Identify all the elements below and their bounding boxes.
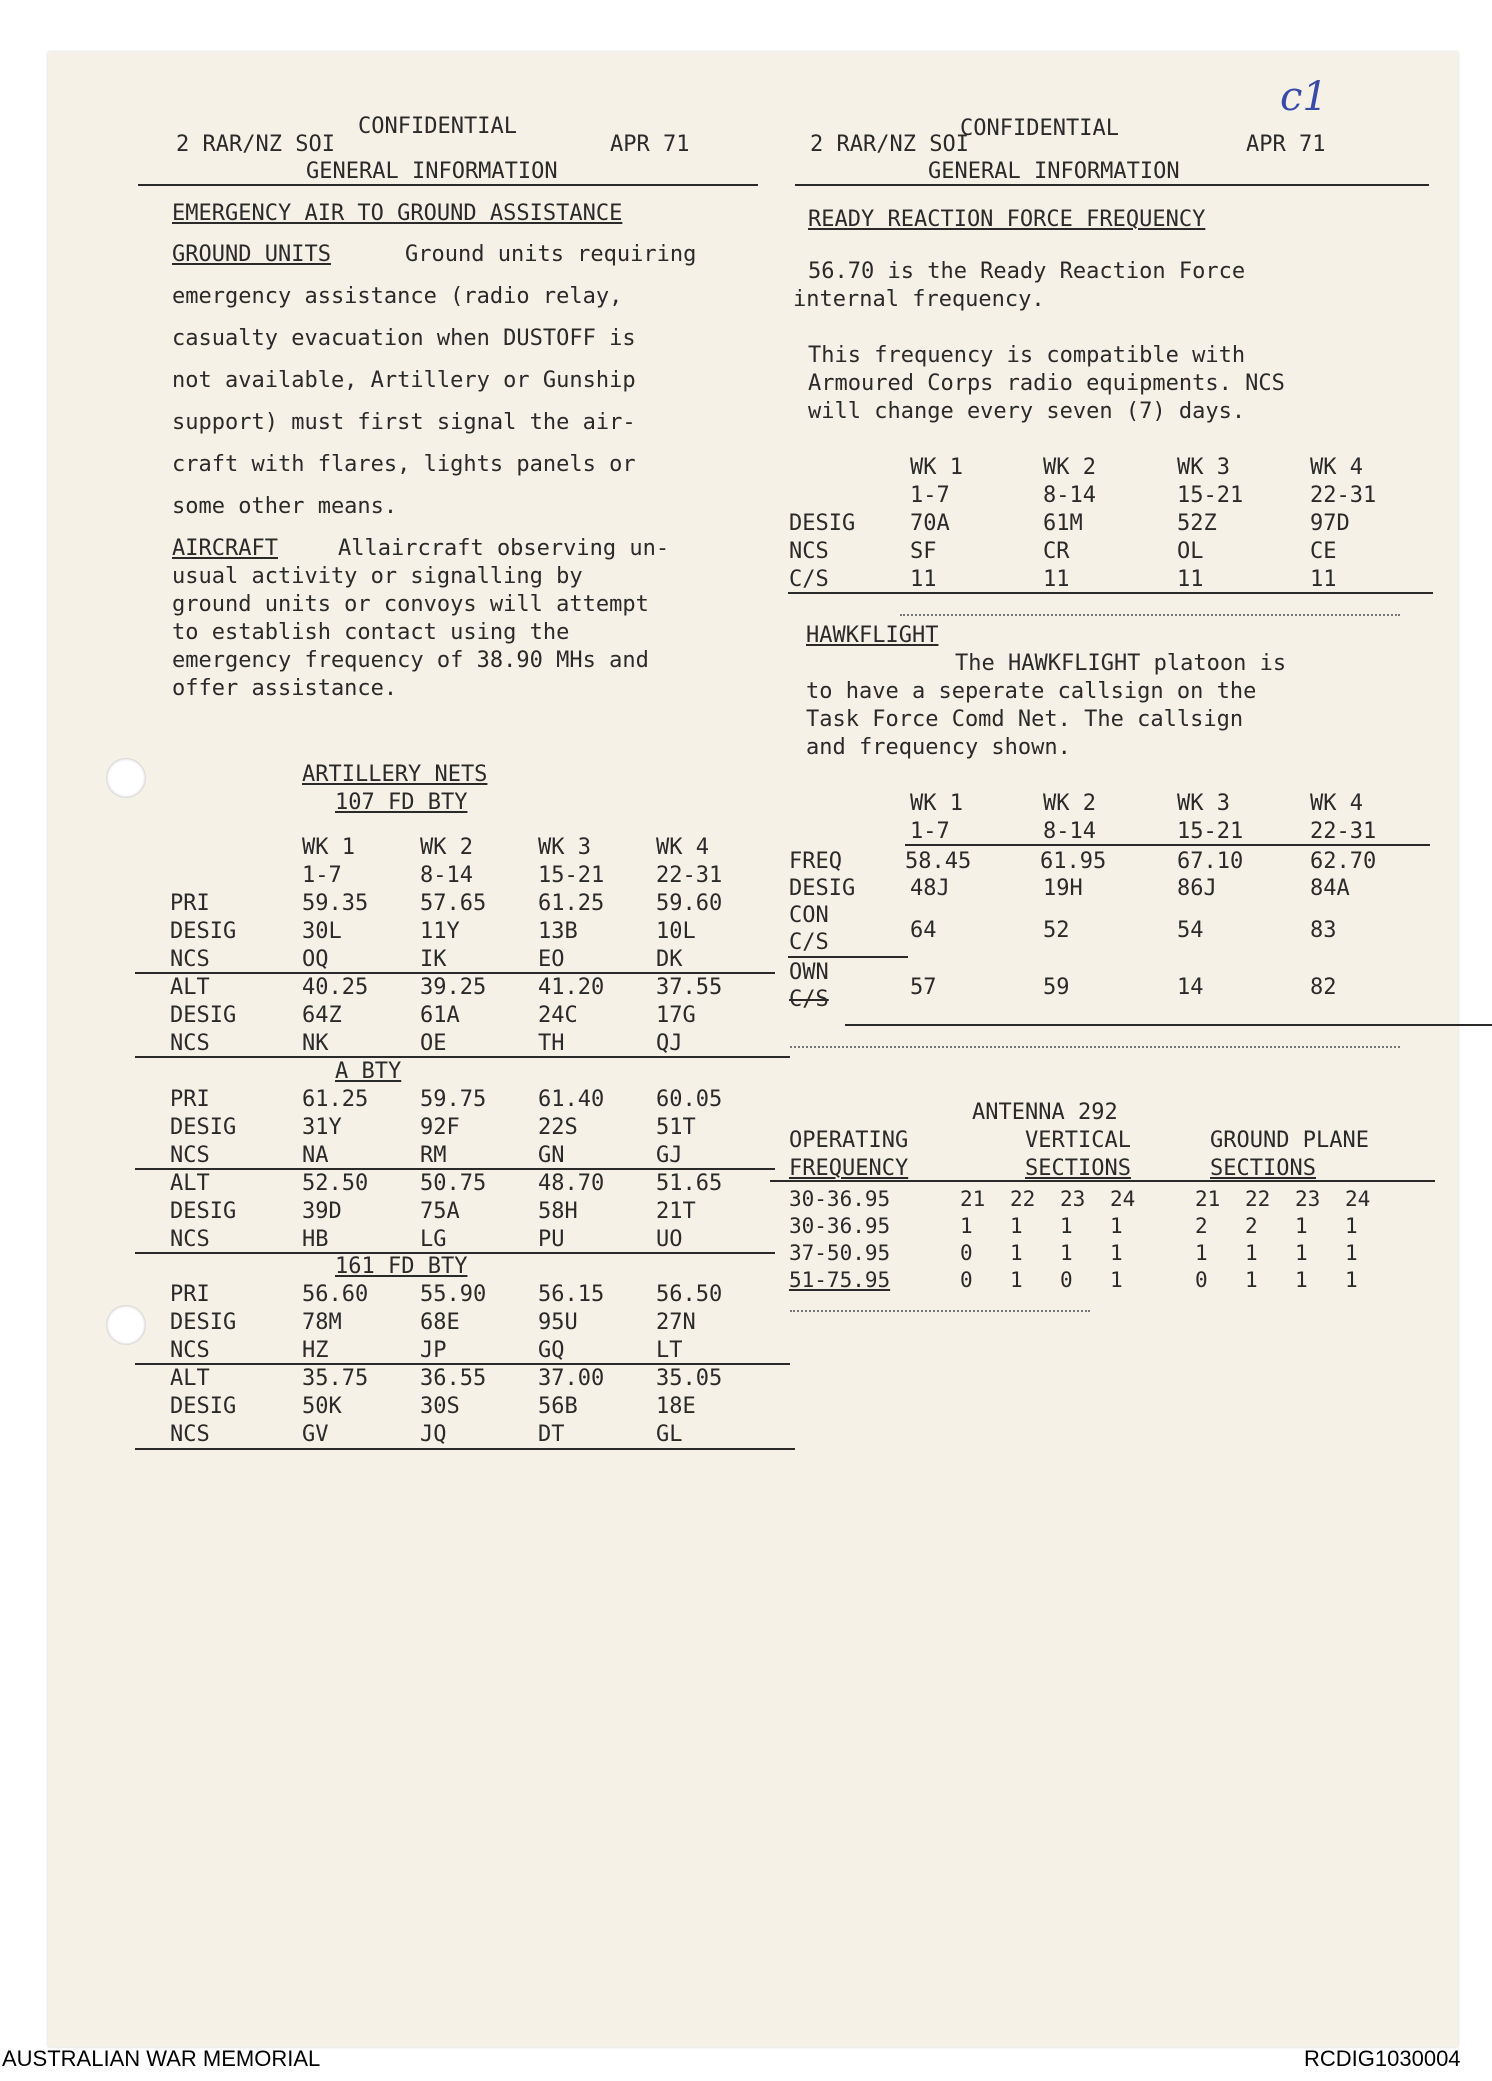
ground-line: craft with flares, lights panels or [172,452,636,477]
art-cell: 56.15 [538,1282,605,1307]
art-cell: 22S [538,1115,578,1140]
art-cell: 11Y [420,919,460,944]
art-row-label: DESIG [170,1199,237,1224]
antenna-freq: 37-50.95 [789,1241,891,1265]
battery-name: 161 FD BTY [335,1254,468,1279]
rrf-days: 15-21 [1177,483,1244,508]
hawk-days-rule [905,844,1430,846]
antenna-freq: 30-36.95 [789,1187,891,1211]
right-header-date: APR 71 [1246,132,1326,157]
antenna-col-head: OPERATING [789,1128,909,1153]
rrf-para-line: will change every seven (7) days. [808,399,1246,424]
hawk-freq-cell: 67.10 [1177,849,1244,874]
rrf-heading: READY REACTION FORCE FREQUENCY [808,207,1206,232]
art-cell: 37.55 [656,975,723,1000]
rrf-para-line: 56.70 is the Ready Reaction Force [808,259,1246,284]
hawk-freq-cell: 61.95 [1040,849,1107,874]
right-header-unit: 2 RAR/NZ SOI [810,132,969,157]
footer-right: RCDIG1030004 [1304,2046,1461,2071]
art-cell: 37.00 [538,1366,605,1391]
hawk-desig-label: DESIG [789,876,856,901]
antenna-cell: 1 [1110,1241,1123,1265]
art-row-label: ALT [170,1366,210,1391]
art-cell: 92F [420,1115,460,1140]
antenna-cell: 1 [1295,1214,1308,1238]
art-row-label: ALT [170,975,210,1000]
art-row-label: PRI [170,891,210,916]
art-cell: 61A [420,1003,460,1028]
rrf-cell: 61M [1043,511,1083,536]
right-header-title: GENERAL INFORMATION [928,159,1180,184]
art-cell: 50.75 [420,1171,487,1196]
rrf-cell: 11 [1177,567,1204,592]
art-row-label: ALT [170,1171,210,1196]
art-cell: 18E [656,1394,696,1419]
left-header-rule [138,184,758,186]
art-cell: 30S [420,1394,460,1419]
art-cell: QJ [656,1031,683,1056]
rrf-cell: SF [910,539,937,564]
hawk-days: 22-31 [1310,819,1377,844]
art-cell: IK [420,947,447,972]
art-cell: HZ [302,1338,329,1363]
antenna-freq: 51-75.95 [789,1268,891,1292]
ground-line: Ground units requiring [405,242,697,267]
antenna-heading: ANTENNA 292 [972,1100,1118,1125]
rrf-days: 8-14 [1043,483,1096,508]
hawk-week: WK 3 [1177,791,1230,816]
art-cell: 61.25 [302,1087,369,1112]
art-cell: 68E [420,1310,460,1335]
rrf-row-label: DESIG [789,511,856,536]
art-cell: GN [538,1143,565,1168]
ground-line: emergency assistance (radio relay, [172,284,623,309]
antenna-cell: 1 [1245,1268,1258,1292]
antenna-cell: 23 [1295,1187,1321,1211]
antenna-cell: 1 [1060,1241,1073,1265]
hawk-con-cell: 83 [1310,918,1337,943]
antenna-cell: 24 [1345,1187,1371,1211]
hawk-freq-label: FREQ [789,849,842,874]
rrf-cell: 11 [1043,567,1070,592]
rrf-week: WK 2 [1043,455,1096,480]
aircraft-line: usual activity or signalling by [172,564,583,589]
hawk-desig-cell: 86J [1177,876,1217,901]
antenna-col-head: SECTIONS [1025,1156,1131,1181]
art-cell: 57.65 [420,891,487,916]
art-cell: 24C [538,1003,578,1028]
antenna-cell: 1 [1010,1241,1023,1265]
rrf-row-label: C/S [789,567,829,592]
antenna-dotted-rule [790,1310,1090,1312]
art-cell: NA [302,1143,329,1168]
battery-name: A BTY [335,1059,402,1084]
art-cell: 55.90 [420,1282,487,1307]
art-cell: DK [656,947,683,972]
artillery-heading: ARTILLERY NETS [302,762,488,787]
aircraft-line: emergency frequency of 38.90 MHs and [172,648,649,673]
art-cell: 64Z [302,1003,342,1028]
hawk-con-cell: 54 [1177,918,1204,943]
art-cell: 21T [656,1199,696,1224]
antenna-cell: 21 [960,1187,986,1211]
art-days: 8-14 [420,863,473,888]
rrf-cell: OL [1177,539,1204,564]
art-days: 1-7 [302,863,342,888]
art-days: 15-21 [538,863,605,888]
antenna-cell: 1 [1295,1268,1308,1292]
rrf-cell: 52Z [1177,511,1217,536]
art-cell: HB [302,1227,329,1252]
art-cell: 30L [302,919,342,944]
rrf-week: WK 1 [910,455,963,480]
art-cell: 39D [302,1199,342,1224]
antenna-cell: 1 [1295,1241,1308,1265]
art-week: WK 2 [420,835,473,860]
art-cell: RM [420,1143,447,1168]
antenna-cell: 1 [1010,1214,1023,1238]
antenna-cell: 0 [1060,1268,1073,1292]
left-header-classification: CONFIDENTIAL [358,114,517,139]
aircraft-line: offer assistance. [172,676,398,701]
hawkflight-line: Task Force Comd Net. The callsign [806,707,1244,732]
aircraft-label: AIRCRAFT [172,536,278,561]
antenna-col-head: SECTIONS [1210,1156,1316,1181]
art-cell: 56.60 [302,1282,369,1307]
art-cell: 17G [656,1003,696,1028]
art-cell: PU [538,1227,565,1252]
rrf-week: WK 4 [1310,455,1363,480]
antenna-col-head: GROUND PLANE [1210,1128,1369,1153]
hawkflight-line: and frequency shown. [806,735,1071,760]
art-cell: OQ [302,947,329,972]
rrf-cell: CR [1043,539,1070,564]
art-cell: 13B [538,919,578,944]
antenna-cell: 1 [1345,1241,1358,1265]
art-cell: 56.50 [656,1282,723,1307]
hawk-days: 8-14 [1043,819,1096,844]
ground-line: some other means. [172,494,398,519]
right-header-rule [795,184,1429,186]
antenna-cell: 21 [1195,1187,1221,1211]
art-cell: 51.65 [656,1171,723,1196]
rrf-cell: 11 [910,567,937,592]
antenna-cell: 2 [1245,1214,1258,1238]
footer-left: AUSTRALIAN WAR MEMORIAL [2,2046,321,2071]
right-header-classification: CONFIDENTIAL [960,116,1119,141]
art-week: WK 1 [302,835,355,860]
art-row-label: DESIG [170,1394,237,1419]
handwritten-annotation: c1 [1280,74,1328,120]
hawk-con-label: C/S [789,930,829,955]
antenna-cell: 1 [1110,1214,1123,1238]
art-cell: 61.40 [538,1087,605,1112]
hawk-own-cell: 82 [1310,975,1337,1000]
art-cell: 35.75 [302,1366,369,1391]
art-cell: 36.55 [420,1366,487,1391]
art-row-label: NCS [170,947,210,972]
art-cell: 61.25 [538,891,605,916]
aircraft-line: to establish contact using the [172,620,570,645]
rrf-days: 22-31 [1310,483,1377,508]
rrf-days: 1-7 [910,483,950,508]
rrf-dotted-rule [900,614,1400,616]
antenna-cell: 1 [1010,1268,1023,1292]
hawk-con-cell: 64 [910,918,937,943]
antenna-cell: 23 [1060,1187,1086,1211]
art-cell: EO [538,947,565,972]
ground-line: support) must first signal the air- [172,410,636,435]
art-cell: LG [420,1227,447,1252]
rrf-para-line: Armoured Corps radio equipments. NCS [808,371,1285,396]
hawk-own-cell: 59 [1043,975,1070,1000]
hawkflight-line: The HAWKFLIGHT platoon is [955,651,1287,676]
art-rule [135,1448,795,1450]
hawk-days: 15-21 [1177,819,1244,844]
antenna-cell: 0 [1195,1268,1208,1292]
antenna-cell: 2 [1195,1214,1208,1238]
art-rule [135,1056,790,1058]
rrf-week: WK 3 [1177,455,1230,480]
art-row-label: DESIG [170,1115,237,1140]
art-row-label: PRI [170,1087,210,1112]
art-cell: 59.60 [656,891,723,916]
art-cell: 58H [538,1199,578,1224]
punch-hole [106,1305,146,1345]
antenna-cell: 24 [1110,1187,1136,1211]
art-rule [135,1168,775,1170]
antenna-cell: 1 [960,1214,973,1238]
art-cell: 56B [538,1394,578,1419]
antenna-cell: 1 [1345,1214,1358,1238]
hawk-freq-cell: 62.70 [1310,849,1377,874]
hawk-dotted-rule [790,1046,1400,1048]
art-cell: 27N [656,1310,696,1335]
art-cell: 78M [302,1310,342,1335]
aircraft-line: ground units or convoys will attempt [172,592,649,617]
antenna-col-head: FREQUENCY [789,1156,909,1181]
art-week: WK 3 [538,835,591,860]
rrf-cell: 97D [1310,511,1350,536]
hawk-con-label: CON [789,903,829,928]
rrf-para-line: internal frequency. [793,287,1045,312]
art-row-label: DESIG [170,1003,237,1028]
antenna-cell: 1 [1345,1268,1358,1292]
art-cell: GV [302,1422,329,1447]
art-cell: NK [302,1031,329,1056]
rrf-para-line: This frequency is compatible with [808,343,1246,368]
antenna-freq: 30-36.95 [789,1214,891,1238]
left-header-title: GENERAL INFORMATION [306,159,558,184]
hawk-own-label: C/S [789,987,829,1012]
antenna-cell: 1 [1195,1241,1208,1265]
art-cell: 10L [656,919,696,944]
hawk-own-cell: 14 [1177,975,1204,1000]
art-cell: 51T [656,1115,696,1140]
emergency-heading: EMERGENCY AIR TO GROUND ASSISTANCE [172,201,623,226]
antenna-cell: 22 [1245,1187,1271,1211]
hawkflight-line: to have a seperate callsign on the [806,679,1257,704]
rrf-cell: CE [1310,539,1337,564]
art-cell: DT [538,1422,565,1447]
art-cell: 39.25 [420,975,487,1000]
hawk-days: 1-7 [910,819,950,844]
antenna-cell: 1 [1060,1214,1073,1238]
art-row-label: DESIG [170,919,237,944]
rrf-row-label: NCS [789,539,829,564]
art-cell: 60.05 [656,1087,723,1112]
hawk-desig-cell: 48J [910,876,950,901]
ground-units-label: GROUND UNITS [172,242,331,267]
art-cell: 48.70 [538,1171,605,1196]
art-rule [135,972,775,974]
rrf-cell: 11 [1310,567,1337,592]
antenna-rule [770,1180,1435,1182]
rrf-rule [788,592,1433,594]
aircraft-line: Allaircraft observing un- [338,536,670,561]
art-rule [135,1363,790,1365]
art-cell: 95U [538,1310,578,1335]
left-header-date: APR 71 [610,132,690,157]
art-row-label: NCS [170,1031,210,1056]
art-cell: 41.20 [538,975,605,1000]
art-cell: 40.25 [302,975,369,1000]
art-cell: LT [656,1338,683,1363]
rrf-cell: 70A [910,511,950,536]
hawk-week: WK 4 [1310,791,1363,816]
hawk-own-cell: 57 [910,975,937,1000]
art-cell: 35.05 [656,1366,723,1391]
antenna-cell: 22 [1010,1187,1036,1211]
left-header-unit: 2 RAR/NZ SOI [176,132,335,157]
art-cell: 75A [420,1199,460,1224]
hawkflight-heading: HAWKFLIGHT [806,623,939,648]
ground-line: not available, Artillery or Gunship [172,368,636,393]
art-row-label: PRI [170,1282,210,1307]
art-days: 22-31 [656,863,723,888]
hawk-con-cell: 52 [1043,918,1070,943]
art-row-label: NCS [170,1338,210,1363]
ground-line: casualty evacuation when DUSTOFF is [172,326,636,351]
art-cell: 59.75 [420,1087,487,1112]
art-week: WK 4 [656,835,709,860]
art-cell: JP [420,1338,447,1363]
art-cell: 50K [302,1394,342,1419]
art-cell: GL [656,1422,683,1447]
art-row-label: NCS [170,1422,210,1447]
antenna-cell: 1 [1110,1268,1123,1292]
art-cell: TH [538,1031,565,1056]
hawk-week: WK 2 [1043,791,1096,816]
art-row-label: NCS [170,1143,210,1168]
art-cell: GQ [538,1338,565,1363]
hawk-rule [845,1024,1492,1026]
antenna-col-head: VERTICAL [1025,1128,1131,1153]
art-cell: JQ [420,1422,447,1447]
hawk-freq-cell: 58.45 [905,849,972,874]
hawk-desig-cell: 84A [1310,876,1350,901]
hawk-desig-cell: 19H [1043,876,1083,901]
art-cell: 59.35 [302,891,369,916]
art-cell: UO [656,1227,683,1252]
art-cell: GJ [656,1143,683,1168]
art-cell: 52.50 [302,1171,369,1196]
hawk-week: WK 1 [910,791,963,816]
antenna-cell: 0 [960,1241,973,1265]
hawk-own-label: OWN [789,960,829,985]
antenna-cell: 0 [960,1268,973,1292]
art-row-label: NCS [170,1227,210,1252]
hawk-con-rule [788,956,908,958]
art-cell: 31Y [302,1115,342,1140]
antenna-cell: 1 [1245,1241,1258,1265]
art-cell: OE [420,1031,447,1056]
battery-name: 107 FD BTY [335,790,468,815]
punch-hole [106,758,146,798]
art-row-label: DESIG [170,1310,237,1335]
